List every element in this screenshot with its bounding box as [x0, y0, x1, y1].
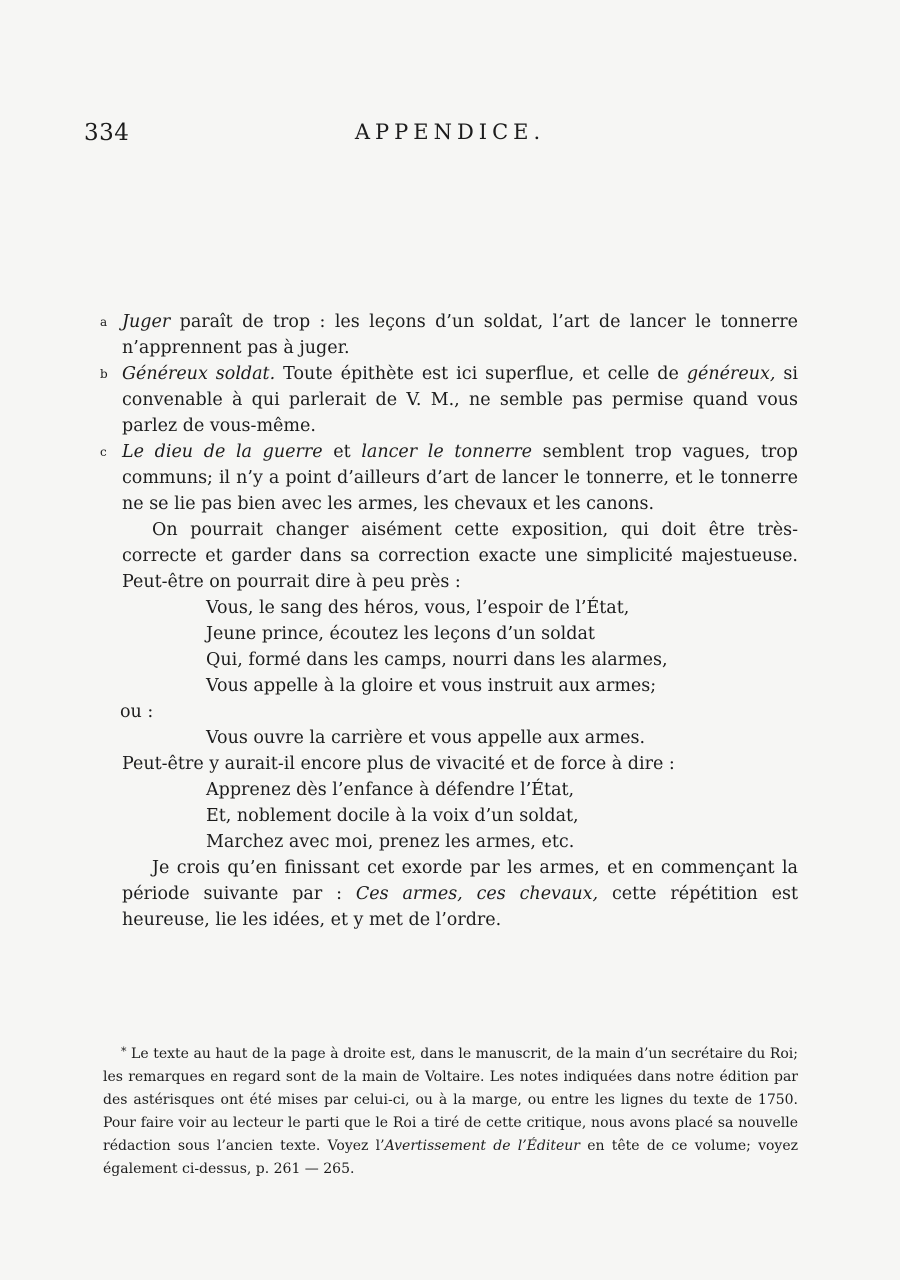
verse-line: Apprenez dès l’enfance à défendre l’État, — [206, 780, 575, 800]
note-italic: généreux, — [686, 364, 776, 384]
verse-line: Qui, formé dans les camps, nourri dans les alarmes, — [206, 650, 668, 670]
paragraph-text: cette répétition est heureuse, lie les idées, et y met de l’ordre. — [122, 884, 798, 930]
note-italic: Le dieu de la guerre — [122, 442, 323, 462]
verse-line: Vous ouvre la carrière et vous appelle aux armes. — [206, 728, 646, 748]
footnote-italic: Avertissement de l’Éditeur — [384, 1138, 580, 1154]
verse-line: Vous, le sang des héros, vous, l’espoir de l’État, — [206, 598, 630, 618]
paragraph: On pourrait changer aisément cette exposition, qui doit être très-correcte et garder dans sa correction exacte une simplicité majestueuse. Peut-être on pourrait dire à peu près : — [122, 520, 798, 592]
note-text: paraît de trop : les leçons d’un soldat, l’art de lancer le tonnerre n’apprennent pas à juger. — [122, 312, 798, 358]
note-a — [100, 309, 798, 361]
note-text: Toute épithète est ici superflue, et celle de — [275, 364, 687, 384]
footnote-text: Le texte au haut de la page à droite est, dans le manuscrit, de la main d’un secrétaire du Roi; les remarques en regard sont de la main de Voltaire. Les notes indiquées dans notre édition par des astérisques ont été mises par celui-ci, ou à la marge, ou entre les lignes du texte de 1750. Pour faire voir au lecteur le parti que le Roi a tiré de cette critique, nous avons placé sa nouvelle rédaction sous l’ancien texte. Voyez l’ — [103, 1046, 798, 1154]
running-title: APPENDICE. — [354, 120, 546, 144]
verse-line: Vous appelle à la gloire et vous instruit aux armes; — [206, 676, 657, 696]
page-number: 334 — [84, 120, 130, 146]
note-text: semblent trop vagues, trop communs; il n’y a point d’ailleurs d’art de lancer le tonnerre, et le tonnerre ne se lie pas bien avec les armes, les chevaux et les canons. — [122, 442, 799, 514]
verse-line: Et, noblement docile à la voix d’un soldat, — [206, 806, 579, 826]
footnote-marker: * — [121, 1045, 127, 1058]
note-italic: Généreux soldat. — [122, 364, 276, 384]
paragraph — [122, 855, 798, 933]
note-b — [100, 361, 799, 439]
footnote — [103, 1040, 798, 1181]
verse-line: Jeune prince, écoutez les leçons d’un soldat — [206, 624, 595, 644]
paragraph-text: Je crois qu’en finissant cet exorde par les armes, et en commençant la période suivante par : — [122, 858, 798, 904]
main-text — [100, 309, 799, 933]
note-letter: b — [100, 367, 108, 381]
note-italic: lancer le tonnerre — [361, 442, 532, 462]
note-italic: Juger — [122, 312, 171, 332]
paragraph-italic: Ces armes, ces chevaux, — [355, 884, 599, 904]
note-c — [100, 439, 799, 517]
ou-label: ou : — [120, 702, 154, 722]
note-letter: c — [100, 445, 107, 459]
footnote-text: en tête de ce volume; voyez également ci-dessus, p. 261 — 265. — [103, 1138, 798, 1177]
note-text: et — [322, 442, 362, 462]
paragraph: Peut-être y aurait-il encore plus de vivacité et de force à dire : — [122, 754, 675, 774]
verse-line: Marchez avec moi, prenez les armes, etc. — [206, 832, 575, 852]
note-letter: a — [100, 315, 108, 329]
note-text: si convenable à qui parlerait de V. M., ne semble pas permise quand vous parlez de vous-même. — [122, 364, 799, 436]
